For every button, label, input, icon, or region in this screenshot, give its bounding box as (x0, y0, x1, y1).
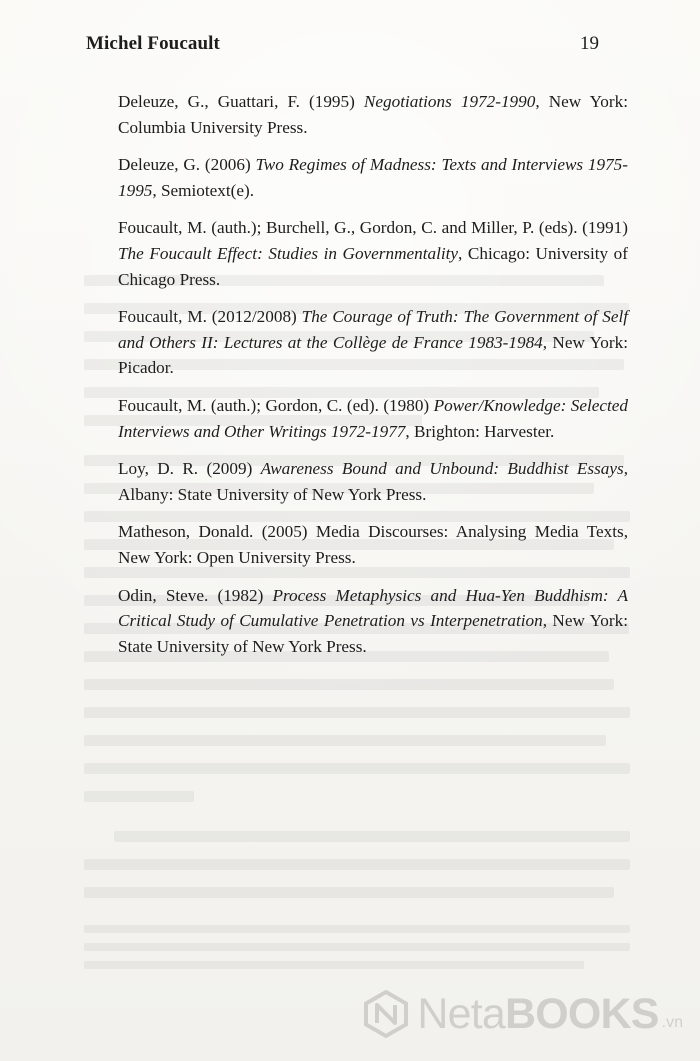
reference-item (87, 152, 628, 203)
reference-text: , New York: Columbia University Press. (118, 92, 628, 137)
reference-text: , Chicago: University of Chicago Press. (118, 243, 628, 289)
reference-title-italic: The Courage of Truth: The Government of Self and Others II: Lectures at the Collège de France 1983-1984 (118, 307, 629, 352)
reference-text: Odin, Steve. (1982) (118, 585, 273, 605)
reference-text: , Brighton: Harvester. (405, 421, 555, 441)
reference-item (87, 89, 628, 140)
watermark (361, 985, 683, 1043)
reference-title-italic: Power/Knowledge: Selected Interviews and Other Writings 1972-1977 (118, 395, 628, 441)
reference-title-italic: Two Regimes of Madness: Texts and Interviews 1975-1995 (118, 155, 629, 200)
reference-text: Deleuze, G., Guattari, F. (1995) (118, 92, 364, 111)
reference-text: Foucault, M. (auth.); Burchell, G., Gordon, C. and Miller, P. (eds). (1991) (118, 218, 628, 238)
reference-text: Matheson, Donald. (2005) Media Discourses: Analysing Media Texts, New York: Open University Press. (118, 522, 628, 567)
reference-text: , New York: Picador. (118, 332, 628, 378)
reference-item (87, 393, 628, 444)
reference-title-italic: The Foucault Effect: Studies in Governmentality (118, 243, 459, 263)
reference-text: Foucault, M. (auth.); Gordon, C. (ed). (1980) (118, 395, 434, 415)
watermark-domain: .vn (661, 1014, 683, 1031)
watermark-brand-light: Neta (417, 989, 505, 1038)
reference-title-italic: Process Metaphysics and Hua-Yen Buddhism: A Critical Study of Cumulative Penetration vs Interpenetration (118, 585, 628, 631)
reference-item (87, 519, 628, 570)
reference-item (87, 215, 628, 292)
reference-text: , Semiotext(e). (152, 180, 255, 200)
running-header-author: Michel Foucault (86, 33, 220, 54)
reference-text: , New York: State University of New York Press. (118, 611, 628, 656)
reference-text: Deleuze, G. (2006) (118, 155, 256, 175)
page-number: 19 (580, 33, 599, 54)
reference-list (87, 89, 628, 671)
reference-item (87, 304, 628, 381)
reference-item (87, 456, 628, 507)
reference-text: Loy, D. R. (2009) (118, 459, 261, 479)
reference-text: Foucault, M. (2012/2008) (118, 307, 302, 327)
reference-title-italic: Negotiations 1972-1990 (363, 92, 536, 111)
netabooks-n-logo-icon (361, 989, 411, 1039)
watermark-brand (417, 989, 659, 1038)
reference-item (87, 583, 628, 660)
reference-title-italic: Awareness Bound and Unbound: Buddhist Essays (260, 459, 624, 479)
reference-text: , Albany: State University of New York Press. (118, 459, 628, 504)
watermark-brand-bold: BOOKS (504, 989, 659, 1038)
